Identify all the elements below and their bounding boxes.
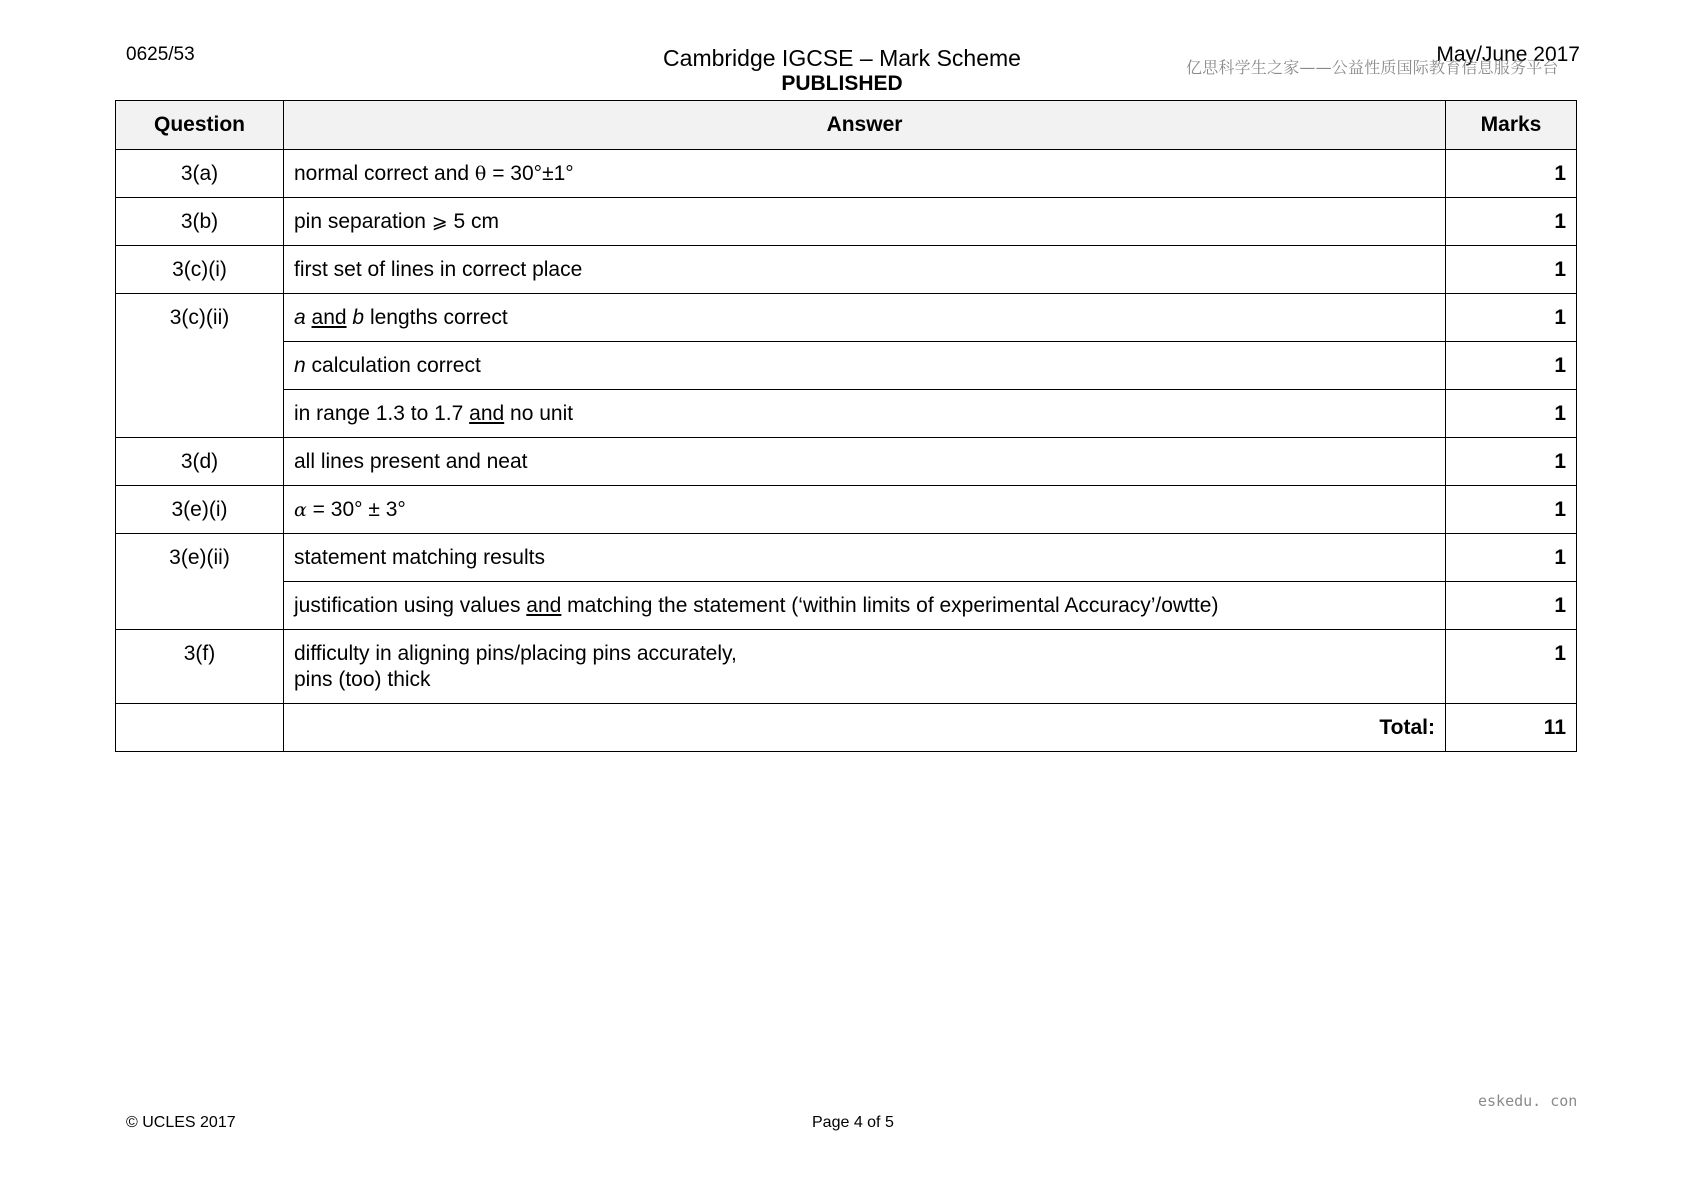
question-cell: 3(a) <box>116 150 284 198</box>
question-cell: 3(e)(i) <box>116 486 284 534</box>
total-row <box>116 704 1577 752</box>
marks-cell: 1 <box>1446 246 1577 294</box>
table-row <box>116 294 1577 342</box>
watermark-text: 亿思科学生之家——公益性质国际教育信息服务平台 <box>1186 58 1559 77</box>
published-label: PUBLISHED <box>781 72 903 95</box>
marks-cell: 1 <box>1446 390 1577 438</box>
table-header-row <box>116 101 1577 150</box>
table-row <box>116 342 1577 390</box>
table-row <box>116 534 1577 582</box>
marks-cell: 1 <box>1446 198 1577 246</box>
column-header-question: Question <box>116 101 284 150</box>
table-row <box>116 630 1577 704</box>
table-row <box>116 390 1577 438</box>
table-row <box>116 198 1577 246</box>
question-cell: 3(c)(ii) <box>116 294 284 438</box>
answer-cell: statement matching results <box>284 534 1446 582</box>
paper-code: 0625/53 <box>126 44 195 65</box>
marks-cell: 1 <box>1446 438 1577 486</box>
marks-cell: 1 <box>1446 630 1577 704</box>
answer-cell: pin separation ⩾ 5 cm <box>284 198 1446 246</box>
column-header-answer: Answer <box>284 101 1446 150</box>
document-title: Cambridge IGCSE – Mark Scheme <box>663 45 1021 71</box>
empty-cell <box>116 704 284 752</box>
page-number: Page 4 of 5 <box>812 1114 894 1131</box>
question-cell: 3(d) <box>116 438 284 486</box>
marks-cell: 1 <box>1446 534 1577 582</box>
answer-cell: first set of lines in correct place <box>284 246 1446 294</box>
total-value: 11 <box>1446 704 1577 752</box>
total-label: Total: <box>284 704 1446 752</box>
marks-cell: 1 <box>1446 486 1577 534</box>
exam-session: May/June 2017 <box>1436 43 1580 66</box>
answer-cell: α = 30° ± 3° <box>284 486 1446 534</box>
table-row <box>116 486 1577 534</box>
question-cell: 3(b) <box>116 198 284 246</box>
marks-cell: 1 <box>1446 342 1577 390</box>
marks-cell: 1 <box>1446 582 1577 630</box>
document-header <box>642 44 1042 96</box>
question-cell: 3(c)(i) <box>116 246 284 294</box>
mark-scheme-table <box>115 100 1577 752</box>
answer-cell: normal correct and θ = 30°±1° <box>284 150 1446 198</box>
table-row <box>116 582 1577 630</box>
answer-cell: difficulty in aligning pins/placing pins accurately, pins (too) thick <box>284 630 1446 704</box>
table-row <box>116 438 1577 486</box>
question-cell: 3(f) <box>116 630 284 704</box>
marks-cell: 1 <box>1446 150 1577 198</box>
answer-cell: n calculation correct <box>284 342 1446 390</box>
question-cell: 3(e)(ii) <box>116 534 284 630</box>
answer-cell: a and b lengths correct <box>284 294 1446 342</box>
answer-cell: in range 1.3 to 1.7 and no unit <box>284 390 1446 438</box>
site-watermark: eskedu. con <box>1478 1092 1578 1110</box>
column-header-marks: Marks <box>1446 101 1577 150</box>
table-row <box>116 150 1577 198</box>
answer-cell: justification using values and matching the statement (‘within limits of experimental Accuracy’/owtte) <box>284 582 1446 630</box>
copyright: © UCLES 2017 <box>126 1114 236 1131</box>
answer-cell: all lines present and neat <box>284 438 1446 486</box>
table-row <box>116 246 1577 294</box>
marks-cell: 1 <box>1446 294 1577 342</box>
